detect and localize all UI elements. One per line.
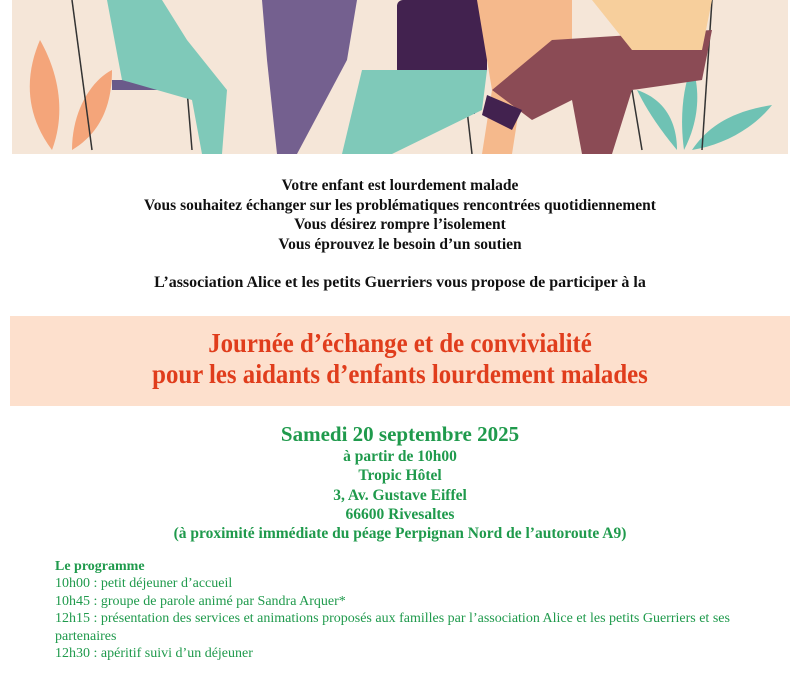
event-info — [0, 422, 800, 543]
event-location-note: (à proximité immédiate du péage Perpignan Nord de l’autoroute A9) — [173, 525, 627, 543]
event-time: à partir de 10h00 — [343, 448, 457, 465]
intro-text — [0, 176, 800, 255]
association-line: L’association Alice et les petits Guerriers vous propose de participer à la — [154, 274, 646, 291]
programme-item: 12h30 : apéritif suivi d’un déjeuner — [55, 646, 253, 662]
programme-item: 10h00 : petit déjeuner d’accueil — [55, 576, 233, 592]
event-title-line1: Journée d’échange et de convivialité — [208, 328, 592, 358]
support-group-illustration — [12, 0, 788, 154]
event-title-line2: pour les aidants d’enfants lourdement malades — [152, 359, 648, 389]
programme — [55, 558, 775, 662]
intro-line: Vous souhaitez échanger sur les problématiques rencontrées quotidiennement — [144, 196, 656, 214]
event-venue: Tropic Hôtel — [358, 467, 442, 485]
intro-line: Vous désirez rompre l’isolement — [294, 216, 506, 234]
intro-line: Votre enfant est lourdement malade — [281, 177, 519, 194]
event-date: Samedi 20 septembre 2025 — [280, 422, 520, 446]
event-title-banner — [10, 316, 790, 406]
event-city: 66600 Rivesaltes — [345, 505, 455, 523]
programme-item: 10h45 : groupe de parole animé par Sandra Arquer* — [55, 593, 346, 609]
programme-heading: Le programme — [55, 559, 145, 574]
intro-line: Vous éprouvez le besoin d’un soutien — [278, 236, 522, 254]
programme-item: 12h15 : présentation des services et animations proposés aux familles par l’association Alice et les petits Guerriers et ses partenaires — [55, 611, 730, 644]
event-street: 3, Av. Gustave Eiffel — [333, 486, 467, 504]
